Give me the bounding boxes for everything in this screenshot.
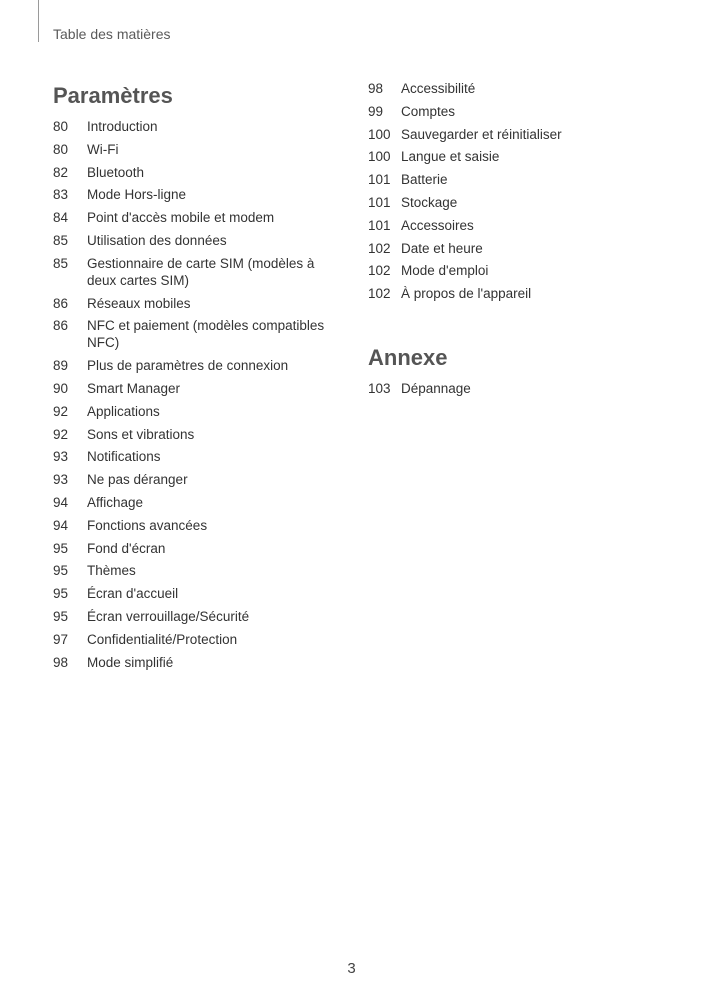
toc-entry-label: Point d'accès mobile et modem	[87, 210, 275, 226]
toc-entry-label: Fond d'écran	[87, 540, 166, 556]
toc-entry-label: Affichage	[87, 494, 144, 510]
toc-left-column	[53, 82, 343, 676]
toc-entry[interactable]	[53, 494, 343, 511]
toc-page-number: 102	[368, 263, 391, 279]
toc-page-number: 95	[53, 586, 69, 602]
toc-entry[interactable]	[368, 171, 668, 188]
toc-entry-label: Introduction	[87, 119, 158, 134]
toc-entry-label: Utilisation des données	[87, 232, 227, 248]
toc-page-number: 95	[53, 563, 69, 579]
toc-entry[interactable]	[368, 285, 668, 302]
toc-page-number: 93	[53, 449, 69, 465]
toc-page-number: 94	[53, 517, 69, 533]
toc-entry[interactable]	[53, 403, 343, 420]
toc-entry-label: Écran d'accueil	[87, 586, 179, 602]
toc-entry[interactable]	[368, 262, 668, 279]
toc-page-number: 82	[53, 164, 69, 180]
toc-page-number: 98	[53, 654, 69, 670]
toc-entry[interactable]	[368, 148, 668, 165]
toc-entry[interactable]	[53, 426, 343, 443]
toc-entry-label: Réseaux mobiles	[87, 295, 191, 311]
toc-entry[interactable]	[53, 540, 343, 557]
toc-entry-label: Ne pas déranger	[87, 472, 188, 488]
toc-entry-label: Sons et vibrations	[87, 426, 195, 442]
toc-entry-label: À propos de l'appareil	[401, 286, 532, 302]
toc-page-number: 83	[53, 187, 69, 203]
toc-page-number: 102	[368, 240, 391, 256]
toc-entry-label: Notifications	[87, 449, 161, 465]
toc-entry[interactable]	[368, 240, 668, 257]
running-title: Table des matières	[53, 26, 171, 42]
toc-entry-label: Mode simplifié	[87, 654, 174, 670]
toc-page-number: 97	[53, 631, 69, 647]
toc-entry[interactable]	[53, 118, 343, 135]
toc-entry-label: Accessoires	[401, 217, 474, 233]
toc-list-parametres	[53, 118, 343, 671]
toc-entry[interactable]	[53, 255, 343, 289]
toc-entry[interactable]	[53, 380, 343, 397]
toc-page-number: 85	[53, 255, 69, 271]
toc-page-number: 100	[368, 126, 391, 142]
toc-entry-label: Langue et saisie	[401, 149, 500, 165]
toc-page-number: 98	[368, 81, 384, 96]
toc-entry-label: Plus de paramètres de connexion	[87, 358, 289, 374]
toc-entry[interactable]	[368, 217, 668, 234]
toc-list-parametres-continued	[368, 80, 668, 302]
toc-page-number: 100	[368, 149, 391, 165]
toc-page-number: 101	[368, 217, 391, 233]
toc-entry[interactable]	[53, 232, 343, 249]
toc-entry-label: Batterie	[401, 172, 448, 188]
toc-page-number: 101	[368, 194, 391, 210]
toc-entry-label: Comptes	[401, 103, 456, 119]
toc-entry[interactable]	[368, 194, 668, 211]
toc-entry[interactable]	[53, 164, 343, 181]
toc-page-number: 85	[53, 232, 69, 248]
toc-entry[interactable]	[368, 103, 668, 120]
toc-page-number: 94	[53, 494, 69, 510]
toc-entry[interactable]	[53, 562, 343, 579]
toc-entry-label: Mode Hors-ligne	[87, 187, 187, 203]
toc-page-number: 95	[53, 540, 69, 556]
toc-entry-label: Dépannage	[401, 381, 471, 397]
toc-entry[interactable]	[368, 380, 668, 397]
toc-page-number: 84	[53, 210, 69, 226]
toc-entry-label: Wi-Fi	[87, 141, 119, 157]
toc-entry-label: Applications	[87, 403, 160, 419]
toc-entry[interactable]	[368, 80, 668, 97]
toc-page-number: 93	[53, 472, 69, 488]
toc-page-number: 89	[53, 358, 69, 374]
toc-entry-label: Sauvegarder et réinitialiser	[401, 126, 562, 142]
section-title-annexe: Annexe	[368, 345, 448, 371]
toc-entry[interactable]	[53, 357, 343, 374]
toc-page-number: 80	[53, 119, 69, 134]
toc-entry[interactable]	[53, 295, 343, 312]
toc-right-column	[368, 80, 668, 403]
toc-entry-label: Stockage	[401, 194, 458, 210]
toc-entry[interactable]	[53, 631, 343, 648]
toc-entry-label: Confidentialité/Protection	[87, 631, 238, 647]
toc-entry[interactable]	[53, 448, 343, 465]
page-number: 3	[347, 960, 356, 977]
toc-entry-label: Accessibilité	[401, 81, 476, 96]
toc-page-number: 99	[368, 103, 384, 119]
toc-entry-label: Smart Manager	[87, 380, 181, 396]
header-rule	[38, 0, 39, 42]
toc-entry[interactable]	[53, 141, 343, 158]
toc-entry[interactable]	[53, 317, 343, 351]
toc-entry[interactable]	[53, 517, 343, 534]
toc-page-number: 95	[53, 608, 69, 624]
toc-entry-label: Mode d'emploi	[401, 263, 489, 279]
toc-entry[interactable]	[53, 654, 343, 671]
section-title-parametres: Paramètres	[53, 83, 173, 108]
toc-entry[interactable]	[368, 126, 668, 143]
toc-page-number: 101	[368, 172, 391, 188]
toc-entry-label: Écran verrouillage/Sécurité	[87, 608, 250, 624]
toc-entry[interactable]	[53, 209, 343, 226]
toc-page-number: 102	[368, 286, 391, 302]
toc-page-number: 86	[53, 295, 69, 311]
toc-entry[interactable]	[53, 585, 343, 602]
toc-page-number: 86	[53, 318, 69, 334]
toc-page-number: 92	[53, 403, 69, 419]
toc-entry[interactable]	[53, 471, 343, 488]
toc-entry-label: Gestionnaire de carte SIM (modèles à deux cartes SIM)	[87, 255, 315, 288]
toc-entry[interactable]	[53, 608, 343, 625]
toc-entry[interactable]	[53, 186, 343, 203]
toc-entry-label: Date et heure	[401, 240, 483, 256]
toc-entry-label: Bluetooth	[87, 164, 145, 180]
toc-page-number: 80	[53, 141, 69, 157]
toc-entry-label: Thèmes	[87, 563, 136, 579]
toc-entry-label: Fonctions avancées	[87, 517, 208, 533]
toc-page-number: 92	[53, 426, 69, 442]
toc-list-annexe	[368, 380, 668, 397]
toc-entry-label: NFC et paiement (modèles compatibles NFC)	[87, 318, 325, 351]
toc-page-number: 90	[53, 380, 69, 396]
toc-page-number: 103	[368, 381, 391, 397]
